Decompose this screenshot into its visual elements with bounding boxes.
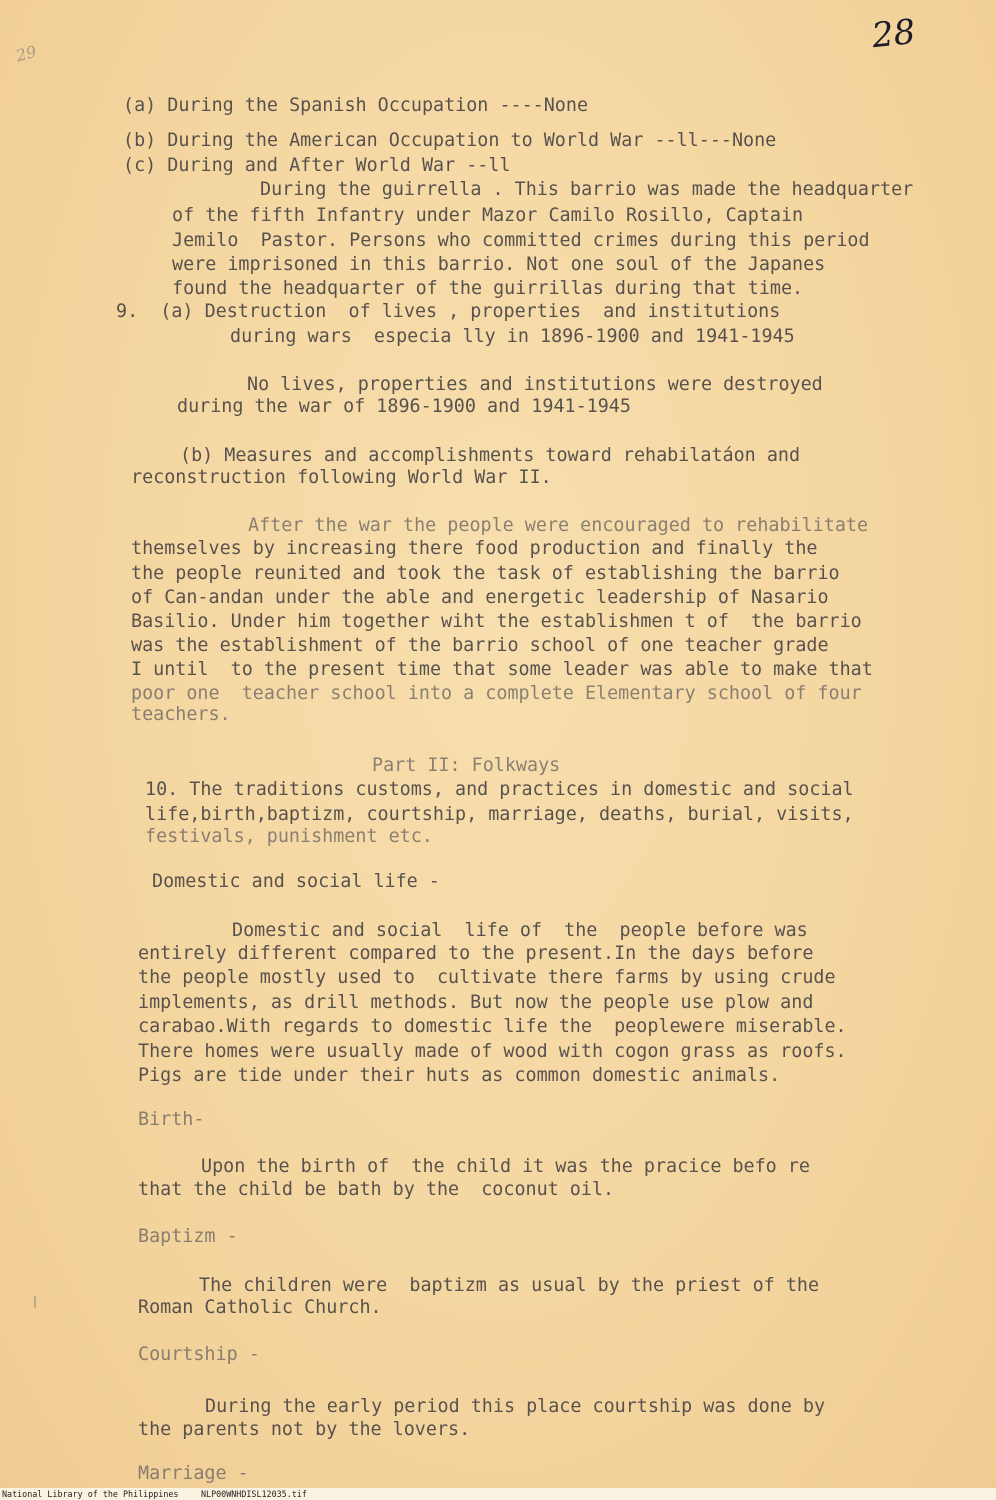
text-line-41: Roman Catholic Church. (138, 1297, 382, 1318)
text-line-29: Domestic and social life of the people before was (232, 920, 808, 941)
subheading-baptizm: Baptizm - (138, 1226, 238, 1247)
text-line-27: festivals, punishment etc. (145, 826, 433, 847)
text-line-19: Basilio. Under him together wiht the establishmen t of the barrio (131, 611, 862, 632)
text-line-40: The children were baptizm as usual by the priest of the (199, 1275, 820, 1296)
text-line-26: life,birth,baptizm, courtship, marriage, deaths, burial, visits, (145, 804, 854, 825)
text-line-6: Jemilo Pastor. Persons who committed crimes during this period (172, 230, 870, 251)
text-line-23: teachers. (131, 704, 231, 725)
subheading-marriage: Marriage - (138, 1463, 249, 1484)
subheading-courtship: Courtship - (138, 1344, 260, 1365)
text-line-44: the parents not by the lovers. (138, 1419, 471, 1440)
text-line-34: There homes were usually made of wood with cogon grass as roofs. (138, 1041, 847, 1062)
subheading-birth: Birth- (138, 1109, 205, 1130)
section-heading-folkways: Part II: Folkways (372, 755, 561, 776)
subheading-domestic-social-life: Domestic and social life - (152, 871, 440, 892)
text-line-9: 9. (a) Destruction of lives , properties and institutions (116, 301, 781, 322)
page-number: 28 (870, 11, 918, 57)
text-line-21: I until to the present time that some leader was able to make that (131, 659, 873, 680)
footer-filename: NLP00WNHDISL12035.tif (201, 1489, 307, 1499)
text-line-35: Pigs are tide under their huts as common domestic animals. (138, 1065, 781, 1086)
scan-footer (0, 1488, 996, 1500)
text-line-37: Upon the birth of the child it was the pracice befo re (201, 1156, 810, 1177)
text-line-14: reconstruction following World War II. (131, 467, 552, 488)
text-line-1: (a) During the Spanish Occupation ----None (123, 95, 589, 116)
text-line-15: After the war the people were encouraged to rehabilitate (248, 515, 869, 536)
text-line-4: During the guirrella . This barrio was made the headquarter (260, 179, 914, 200)
text-line-11: No lives, properties and institutions were destroyed (247, 374, 823, 395)
text-line-7: were imprisoned in this barrio. Not one soul of the Japanes (172, 254, 826, 275)
text-line-25: 10. The traditions customs, and practices in domestic and social (145, 779, 854, 800)
text-line-20: was the establishment of the barrio school of one teacher grade (131, 635, 829, 656)
text-line-8: found the headquarter of the guirrillas during that time. (172, 278, 804, 299)
text-line-31: the people mostly used to cultivate there farms by using crude (138, 967, 836, 988)
text-line-22: poor one teacher school into a complete Elementary school of four (131, 683, 862, 704)
text-line-17: the people reunited and took the task of establishing the barrio (131, 563, 840, 584)
text-line-12: during the war of 1896-1900 and 1941-1945 (177, 396, 631, 417)
text-line-30: entirely different compared to the present.In the days before (138, 943, 814, 964)
text-line-33: carabao.With regards to domestic life the peoplewere miserable. (138, 1016, 847, 1037)
text-line-38: that the child be bath by the coconut oil. (138, 1179, 615, 1200)
text-line-10: during wars especia lly in 1896-1900 and 1941-1945 (230, 326, 795, 347)
text-line-2: (b) During the American Occupation to World War --ll---None (123, 130, 777, 151)
text-line-32: implements, as drill methods. But now the people use plow and (138, 992, 814, 1013)
margin-tick-mark (34, 1296, 36, 1308)
footer-institution: National Library of the Philippines (2, 1489, 179, 1499)
text-line-5: of the fifth Infantry under Mazor Camilo Rosillo, Captain (172, 205, 804, 226)
text-line-3: (c) During and After World War --ll (123, 155, 511, 176)
text-line-18: of Can-andan under the able and energetic leadership of Nasario (131, 587, 829, 608)
text-line-16: themselves by increasing there food production and finally the (131, 538, 818, 559)
corner-page-mark: 29 (13, 41, 39, 66)
text-line-43: During the early period this place courtship was done by (205, 1396, 826, 1417)
text-line-13: (b) Measures and accomplishments toward rehabilatáon and (180, 445, 801, 466)
